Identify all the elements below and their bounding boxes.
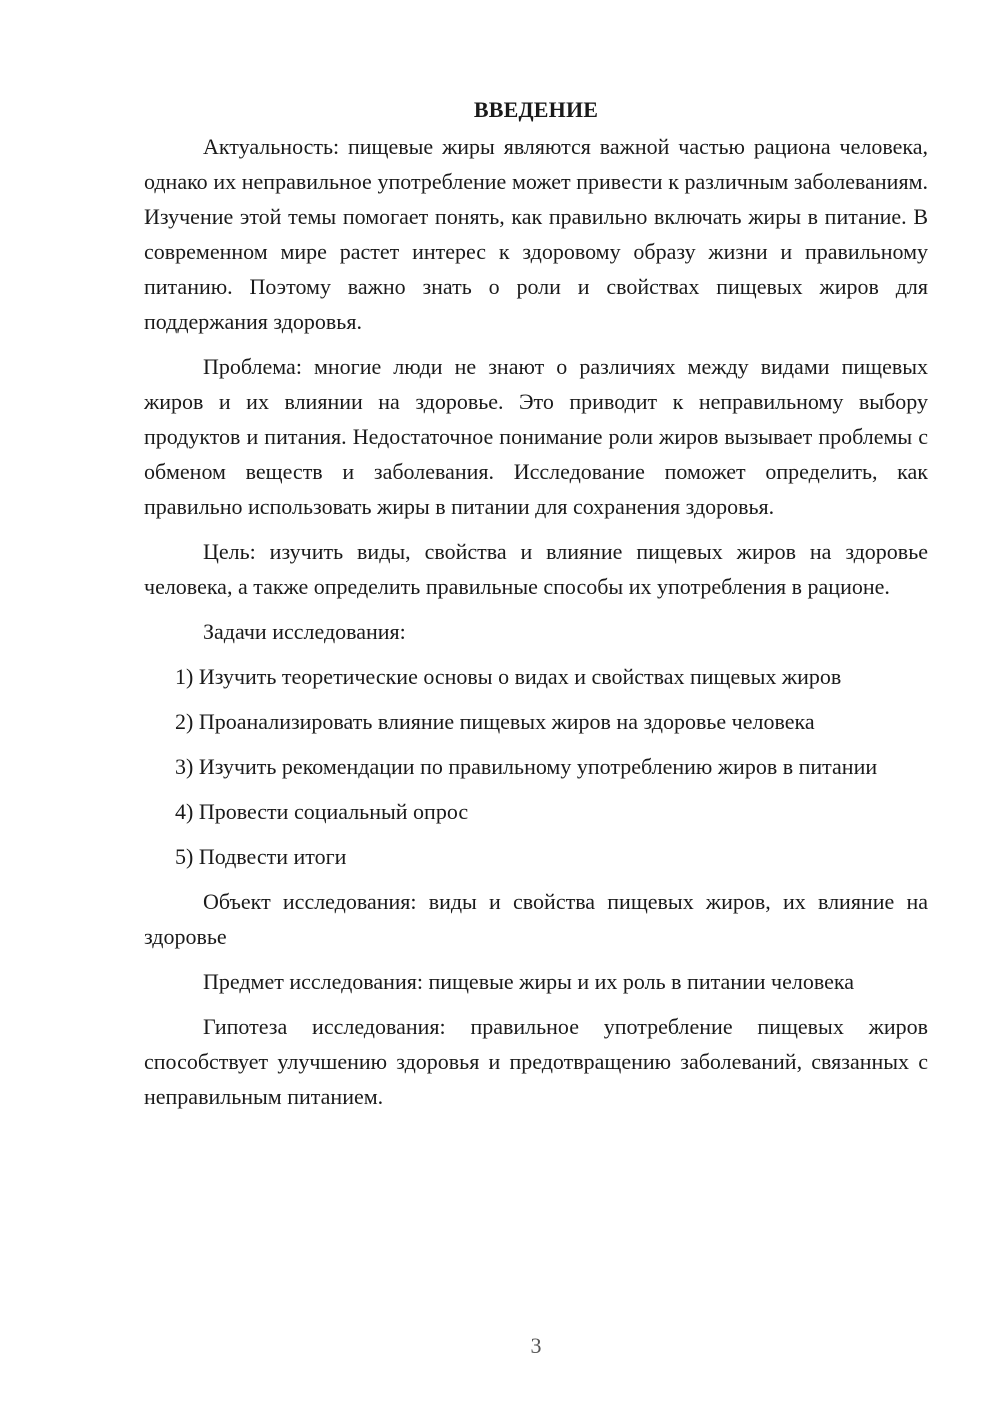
paragraph-goal: Цель: изучить виды, свойства и влияние пищевых жиров на здоровье человека, а также определить правильные способы их употребления в рационе. (144, 539, 928, 599)
paragraph-object: Объект исследования: виды и свойства пищевых жиров, их влияние на здоровье (144, 889, 928, 949)
tasks-heading: Задачи исследования: (203, 619, 406, 644)
page-content (144, 92, 928, 1124)
paragraph-subject: Предмет исследования: пищевые жиры и их роль в питании человека (203, 969, 855, 994)
task-item-2: 2) Проанализировать влияние пищевых жиров на здоровье человека (175, 709, 815, 734)
task-item-4: 4) Провести социальный опрос (175, 799, 469, 824)
task-item-1: 1) Изучить теоретические основы о видах и свойствах пищевых жиров (175, 664, 842, 689)
paragraph-problem: Проблема: многие люди не знают о различиях между видами пищевых жиров и их влиянии на здоровье. Это приводит к неправильному выбору продуктов и питания. Недостаточное понимание роли жиров вызывает проблемы с обменом веществ и заболевания. Исследование поможет определить, как правильно использовать жиры в питании для сохранения здоровья. (144, 354, 928, 519)
paragraph-relevance: Актуальность: пищевые жиры являются важной частью рациона человека, однако их неправильное употребление может привести к различным заболеваниям. Изучение этой темы помогает понять, как правильно включать жиры в питание. В современном мире растет интерес к здоровому образу жизни и правильному питанию. Поэтому важно знать о роли и свойствах пищевых жиров для поддержания здоровья. (144, 134, 928, 334)
task-item-5: 5) Подвести итоги (175, 844, 347, 869)
paragraph-hypothesis: Гипотеза исследования: правильное употребление пищевых жиров способствует улучшению здоровья и предотвращению заболеваний, связанных с неправильным питанием. (144, 1014, 928, 1109)
page-number: 3 (530, 1333, 542, 1358)
page-title: ВВЕДЕНИЕ (473, 97, 599, 122)
task-item-3: 3) Изучить рекомендации по правильному употреблению жиров в питании (175, 754, 878, 779)
